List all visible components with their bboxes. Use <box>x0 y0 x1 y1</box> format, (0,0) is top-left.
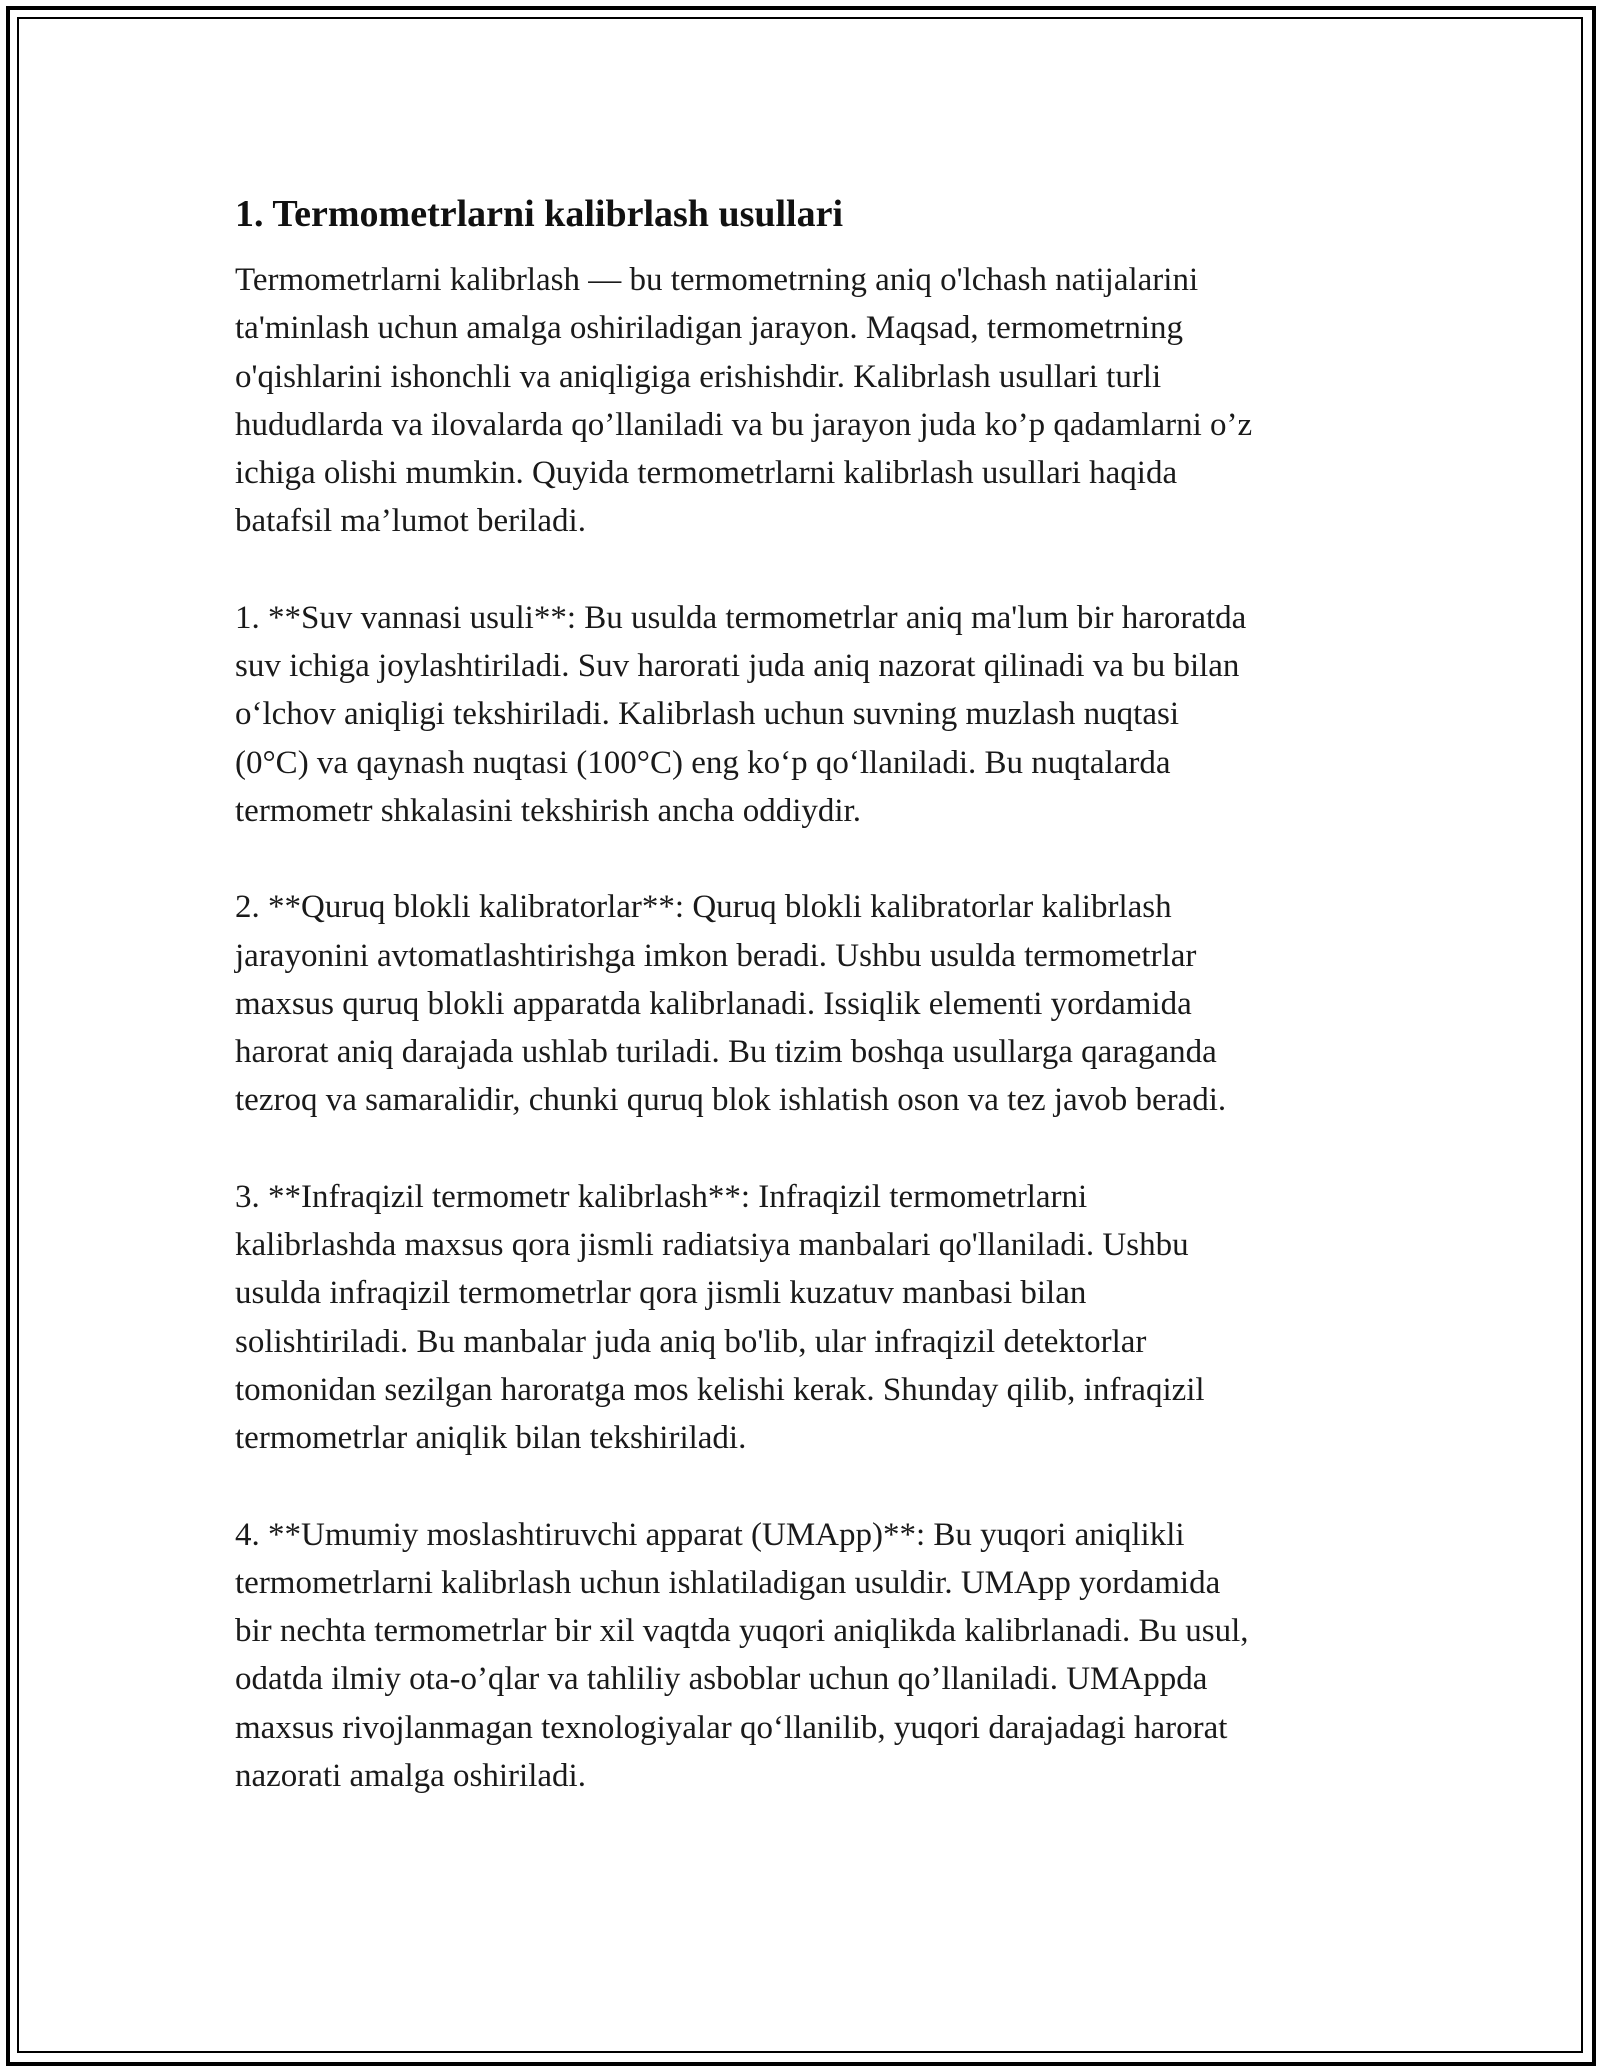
document-body <box>235 186 1375 1800</box>
method-umapp-paragraph: 4. **Umumiy moslashtiruvchi apparat (UMApp)**: Bu yuqori aniqlikli termometrlarni kalibrlash uchun ishlatiladigan usuldir. UMApp yordamida bir nechta termometrlar bir xil vaqtda yuqori aniqlikda kalibrlanadi. Bu usul, odatda ilmiy ota-o’qlar va tahliliy asboblar uchun qo’llaniladi. UMAppda maxsus rivojlanmagan texnologiyalar qo‘llanilib, yuqori darajadagi harorat nazorati amalga oshiriladi. <box>235 1516 1249 1795</box>
document-title: 1. Termometrlarni kalibrlash usullari <box>235 193 844 235</box>
method-infrared-paragraph: 3. **Infraqizil termometr kalibrlash**: Infraqizil termometrlarni kalibrlashda maxsus qora jismli radiatsiya manbalari qo'llaniladi. Ushbu usulda infraqizil termometrlar qora jismli kuzatuv manbasi bilan solishtiriladi. Bu manbalar juda aniq bo'lib, ular infraqizil detektorlar tomonidan sezilgan haroratga mos kelishi kerak. Shunday qilib, infraqizil termometrlar aniqlik bilan tekshiriladi. <box>235 1178 1205 1457</box>
method-water-bath-paragraph: 1. **Suv vannasi usuli**: Bu usulda termometrlar aniq ma'lum bir haroratda suv ichiga joylashtiriladi. Suv harorati juda aniq nazorat qilinadi va bu bilan o‘lchov aniqligi tekshiriladi. Kalibrlash uchun suvning muzlash nuqtasi (0°C) va qaynash nuqtasi (100°C) eng ko‘p qo‘llaniladi. Bu nuqtalarda termometr shkalasini tekshirish ancha oddiydir. <box>235 599 1247 829</box>
intro-paragraph: Termometrlarni kalibrlash — bu termometrning aniq o'lchash natijalarini ta'minlash uchun amalga oshiriladigan jarayon. Maqsad, termometrning o'qishlarini ishonchli va aniqligiga erishishdir. Kalibrlash usullari turli hududlarda va ilovalarda qo’llaniladi va bu jarayon juda ko’p qadamlarni o’z ichiga olishi mumkin. Quyida termometrlarni kalibrlash usullari haqida batafsil ma’lumot beriladi. <box>235 262 1253 540</box>
method-dry-block-paragraph: 2. **Quruq blokli kalibratorlar**: Quruq blokli kalibratorlar kalibrlash jarayonini avtomatlashtirishga imkon beradi. Ushbu usulda termometrlar maxsus quruq blokli apparatda kalibrlanadi. Issiqlik elementi yordamida harorat aniq darajada ushlab turiladi. Bu tizim boshqa usullarga qaraganda tezroq va samaralidir, chunki quruq blok ishlatish oson va tez javob beradi. <box>235 889 1227 1119</box>
